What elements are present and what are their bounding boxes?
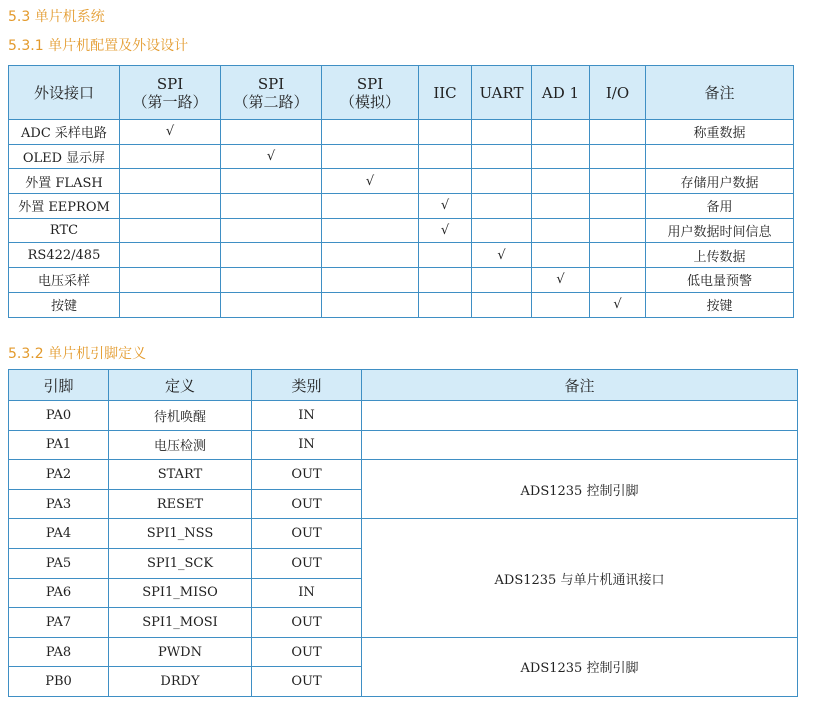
pin-type: OUT: [252, 548, 362, 578]
config-header-cell: [532, 66, 590, 120]
pin-header-cell: 备注: [362, 370, 798, 401]
empty-cell: [532, 194, 590, 219]
pin-type: OUT: [252, 637, 362, 667]
pin-name: PA5: [9, 548, 109, 578]
config-note: 存储用户数据: [646, 169, 794, 194]
pin-note: ADS1235 控制引脚: [362, 460, 798, 519]
config-table-title: 5.3.1 单片机配置及外设设计: [8, 38, 189, 54]
header-line: IIC: [433, 83, 457, 102]
empty-cell: [419, 243, 472, 268]
empty-cell: [419, 120, 472, 145]
check-mark: √: [419, 218, 472, 243]
pin-header-cell: 类别: [252, 370, 362, 401]
peripheral-name: RTC: [9, 218, 120, 243]
pin-name: PA0: [9, 401, 109, 431]
empty-cell: [221, 243, 322, 268]
config-header-cell: [322, 66, 419, 120]
config-note: 上传数据: [646, 243, 794, 268]
empty-cell: [472, 194, 532, 219]
empty-cell: [221, 268, 322, 293]
check-mark: √: [532, 268, 590, 293]
pin-type: IN: [252, 430, 362, 460]
empty-cell: [120, 144, 221, 169]
header-line: AD 1: [541, 83, 580, 102]
empty-cell: [532, 243, 590, 268]
check-mark: √: [120, 120, 221, 145]
empty-cell: [590, 169, 646, 194]
empty-cell: [532, 120, 590, 145]
pin-note: [362, 430, 798, 460]
header-line: 外设接口: [33, 83, 94, 102]
pin-name: PA8: [9, 637, 109, 667]
empty-cell: [221, 218, 322, 243]
pin-name: PA1: [9, 430, 109, 460]
empty-cell: [419, 144, 472, 169]
empty-cell: [532, 169, 590, 194]
pin-type: IN: [252, 578, 362, 608]
config-note: 按键: [646, 292, 794, 317]
empty-cell: [590, 268, 646, 293]
empty-cell: [472, 218, 532, 243]
empty-cell: [322, 144, 419, 169]
header-line: SPI: [257, 74, 285, 93]
pin-definition-table: [8, 369, 798, 697]
pin-header-cell: 定义: [109, 370, 252, 401]
config-row: [9, 194, 794, 219]
empty-cell: [120, 194, 221, 219]
pin-definition: 待机唤醒: [109, 401, 252, 431]
empty-cell: [221, 120, 322, 145]
empty-cell: [419, 169, 472, 194]
config-row: [9, 243, 794, 268]
header-line: SPI: [356, 74, 384, 93]
pin-definition: PWDN: [109, 637, 252, 667]
peripheral-config-table: [8, 65, 794, 318]
peripheral-name: 外置 FLASH: [9, 169, 120, 194]
pin-row: [9, 637, 798, 667]
config-note: 称重数据: [646, 120, 794, 145]
header-line: I/O: [605, 83, 630, 102]
pin-name: PA3: [9, 489, 109, 519]
config-note: 用户数据时间信息: [646, 218, 794, 243]
check-mark: √: [590, 292, 646, 317]
pin-name: PA4: [9, 519, 109, 549]
config-header-cell: [9, 66, 120, 120]
pin-type: OUT: [252, 460, 362, 490]
header-subline: （模拟）: [339, 92, 400, 111]
pin-header-cell: 引脚: [9, 370, 109, 401]
empty-cell: [590, 243, 646, 268]
pin-type: IN: [252, 401, 362, 431]
empty-cell: [472, 169, 532, 194]
pin-definition: SPI1_MOSI: [109, 608, 252, 638]
empty-cell: [322, 194, 419, 219]
empty-cell: [322, 292, 419, 317]
empty-cell: [221, 169, 322, 194]
check-mark: √: [419, 194, 472, 219]
check-mark: √: [221, 144, 322, 169]
empty-cell: [472, 268, 532, 293]
empty-cell: [120, 292, 221, 317]
config-note: [646, 144, 794, 169]
pin-type: OUT: [252, 667, 362, 697]
header-line: SPI: [156, 74, 184, 93]
empty-cell: [532, 292, 590, 317]
peripheral-name: OLED 显示屏: [9, 144, 120, 169]
pin-name: PB0: [9, 667, 109, 697]
pin-row: [9, 401, 798, 431]
config-header-cell: [590, 66, 646, 120]
config-row: [9, 120, 794, 145]
empty-cell: [221, 292, 322, 317]
empty-cell: [532, 218, 590, 243]
pin-note: ADS1235 与单片机通讯接口: [362, 519, 798, 637]
pin-note: [362, 401, 798, 431]
pin-row: [9, 460, 798, 490]
config-header-cell: [419, 66, 472, 120]
pin-row: [9, 430, 798, 460]
header-line: UART: [479, 83, 524, 102]
config-row: [9, 169, 794, 194]
empty-cell: [120, 169, 221, 194]
empty-cell: [590, 194, 646, 219]
pin-type: OUT: [252, 608, 362, 638]
empty-cell: [532, 144, 590, 169]
peripheral-name: ADC 采样电路: [9, 120, 120, 145]
pin-name: PA6: [9, 578, 109, 608]
section-title: 5.3 单片机系统: [8, 9, 105, 25]
empty-cell: [322, 120, 419, 145]
empty-cell: [322, 268, 419, 293]
empty-cell: [120, 218, 221, 243]
config-note: 备用: [646, 194, 794, 219]
empty-cell: [419, 268, 472, 293]
empty-cell: [472, 292, 532, 317]
pin-definition: SPI1_MISO: [109, 578, 252, 608]
pin-row: [9, 519, 798, 549]
empty-cell: [419, 292, 472, 317]
empty-cell: [322, 243, 419, 268]
pin-note: ADS1235 控制引脚: [362, 637, 798, 696]
config-header-cell: [646, 66, 794, 120]
pin-definition: SPI1_SCK: [109, 548, 252, 578]
header-subline: （第一路）: [132, 92, 208, 111]
pin-table-title: 5.3.2 单片机引脚定义: [8, 346, 147, 362]
empty-cell: [120, 243, 221, 268]
header-line: 备注: [704, 83, 735, 102]
check-mark: √: [322, 169, 419, 194]
config-header-cell: [472, 66, 532, 120]
pin-definition: START: [109, 460, 252, 490]
config-row: [9, 144, 794, 169]
pin-name: PA2: [9, 460, 109, 490]
empty-cell: [221, 194, 322, 219]
peripheral-name: RS422/485: [9, 243, 120, 268]
empty-cell: [590, 218, 646, 243]
empty-cell: [472, 144, 532, 169]
peripheral-name: 外置 EEPROM: [9, 194, 120, 219]
config-header-cell: [221, 66, 322, 120]
pin-definition: SPI1_NSS: [109, 519, 252, 549]
peripheral-name: 按键: [9, 292, 120, 317]
pin-type: OUT: [252, 489, 362, 519]
empty-cell: [590, 120, 646, 145]
config-row: [9, 268, 794, 293]
header-subline: （第二路）: [233, 92, 309, 111]
pin-header-row: [9, 370, 798, 401]
pin-definition: 电压检测: [109, 430, 252, 460]
config-header-row: [9, 66, 794, 120]
pin-definition: DRDY: [109, 667, 252, 697]
pin-name: PA7: [9, 608, 109, 638]
config-header-cell: [120, 66, 221, 120]
config-note: 低电量预警: [646, 268, 794, 293]
empty-cell: [322, 218, 419, 243]
config-row: [9, 292, 794, 317]
empty-cell: [120, 268, 221, 293]
pin-type: OUT: [252, 519, 362, 549]
check-mark: √: [472, 243, 532, 268]
empty-cell: [472, 120, 532, 145]
pin-definition: RESET: [109, 489, 252, 519]
peripheral-name: 电压采样: [9, 268, 120, 293]
config-row: [9, 218, 794, 243]
empty-cell: [590, 144, 646, 169]
